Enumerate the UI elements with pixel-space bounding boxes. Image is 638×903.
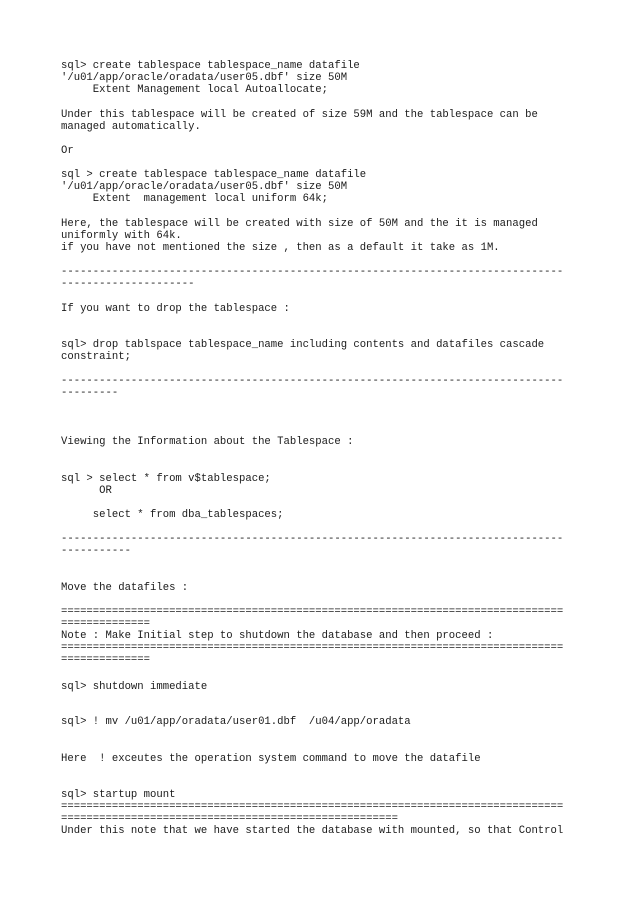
text-line: uniformly with 64k.: [61, 230, 182, 242]
separator-line: ===============================================================================: [61, 801, 564, 813]
text-line: select * from dba_tablespaces;: [61, 509, 284, 521]
separator-line: -----------: [61, 545, 131, 557]
text-line: sql> startup mount: [61, 789, 176, 801]
separator-line: -------------------------------------------------------------------------------: [61, 533, 564, 545]
text-line: constraint;: [61, 351, 131, 363]
text-line: managed automatically.: [61, 121, 201, 133]
text-line: '/u01/app/oracle/oradata/user05.dbf' size 50M: [61, 72, 348, 84]
text-line: sql> drop tablspace tablespace_name including contents and datafiles cascade: [61, 339, 545, 351]
text-line: sql > select * from v$tablespace;: [61, 473, 271, 485]
text-line: Extent management local uniform 64k;: [61, 193, 329, 205]
text-line: Here, the tablespace will be created with size of 50M and the it is managed: [61, 218, 538, 230]
text-line: sql> create tablespace tablespace_name datafile: [61, 60, 360, 72]
text-line: Or: [61, 145, 74, 157]
text-line: Move the datafiles :: [61, 582, 189, 594]
separator-line: ===============================================================================: [61, 606, 564, 618]
separator-line: =====================================================: [61, 813, 398, 825]
separator-line: -------------------------------------------------------------------------------: [61, 266, 564, 278]
separator-line: ==============: [61, 618, 151, 630]
text-line: sql > create tablespace tablespace_name datafile: [61, 169, 367, 181]
text-line: Under this tablespace will be created of size 59M and the tablespace can be: [61, 109, 538, 121]
text-line: sql> ! mv /u01/app/oradata/user01.dbf /u04/app/oradata: [61, 716, 411, 728]
text-line: Extent Management local Autoallocate;: [61, 84, 329, 96]
text-line: If you want to drop the tablespace :: [61, 303, 290, 315]
separator-line: ---------------------: [61, 278, 195, 290]
text-line: Under this note that we have started the database with mounted, so that Control: [61, 825, 564, 837]
separator-line: ==============: [61, 654, 151, 666]
text-line: OR: [61, 485, 112, 497]
separator-line: ===============================================================================: [61, 642, 564, 654]
text-line: if you have not mentioned the size , then as a default it take as 1M.: [61, 242, 500, 254]
separator-line: ---------: [61, 387, 119, 399]
text-line: sql> shutdown immediate: [61, 681, 208, 693]
text-line: '/u01/app/oracle/oradata/user05.dbf' size 50M: [61, 181, 348, 193]
text-line: Note : Make Initial step to shutdown the database and then proceed :: [61, 630, 494, 642]
text-line: Here ! exceutes the operation system command to move the datafile: [61, 753, 481, 765]
separator-line: -------------------------------------------------------------------------------: [61, 375, 564, 387]
text-line: Viewing the Information about the Tablespace :: [61, 436, 354, 448]
